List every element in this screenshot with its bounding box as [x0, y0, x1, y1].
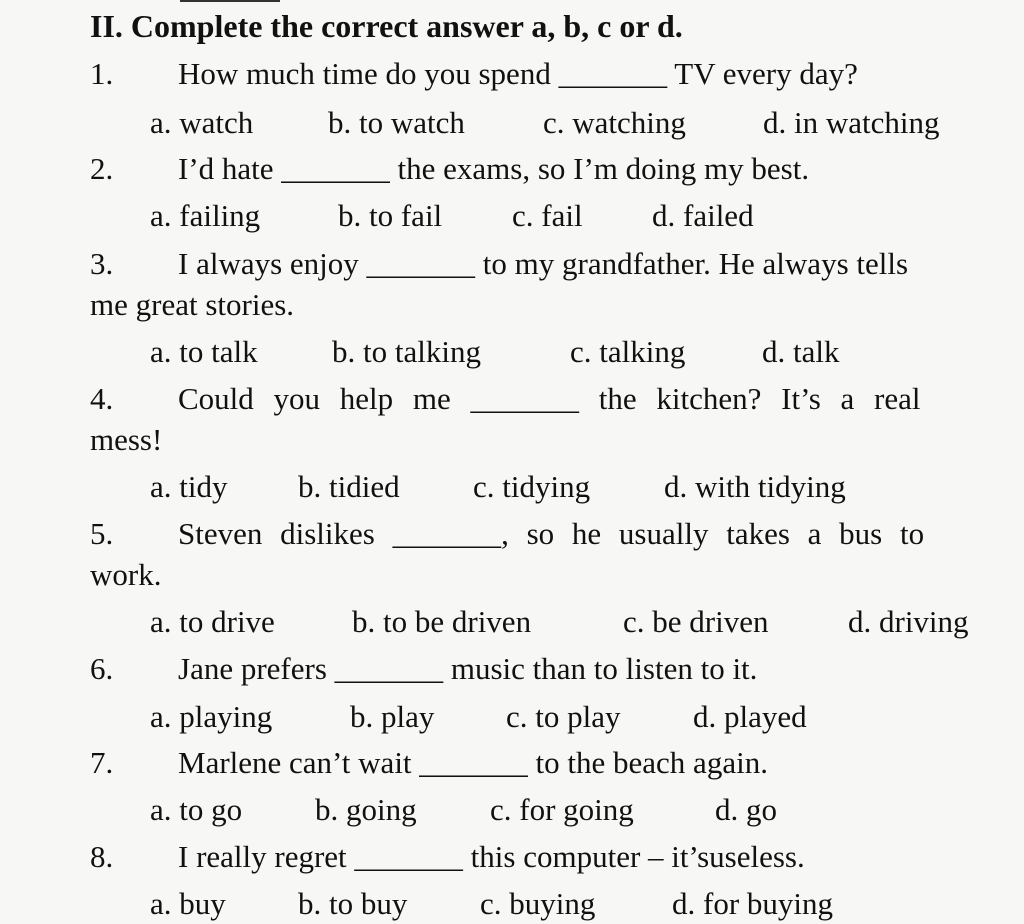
- question-number: 5.: [90, 516, 114, 551]
- question-number: 2.: [90, 151, 114, 186]
- question-number: 6.: [90, 651, 114, 686]
- option-b: b. going: [315, 792, 417, 827]
- option-c: c. tidying: [473, 469, 591, 504]
- question-1: [90, 54, 1024, 94]
- option-a: a. to go: [150, 792, 243, 827]
- option-a: a. failing: [150, 198, 261, 233]
- option-d: d. failed: [652, 198, 754, 233]
- top-rule: [180, 0, 280, 2]
- question-number: 3.: [90, 246, 114, 281]
- option-a: a. to drive: [150, 604, 275, 639]
- option-d: d. go: [715, 792, 777, 827]
- question-continuation: work.: [90, 557, 162, 592]
- question-text: I really regret _______ this computer – it’suseless.: [178, 839, 805, 874]
- option-d: d. with tidying: [664, 469, 846, 504]
- option-a: a. to talk: [150, 334, 258, 369]
- section-heading: II. Complete the correct answer a, b, c or d.: [90, 8, 683, 44]
- option-b: b. to watch: [328, 105, 465, 140]
- question-number: 8.: [90, 839, 114, 874]
- option-c: c. to play: [506, 699, 621, 734]
- question-text: Jane prefers _______ music than to listen to it.: [178, 651, 758, 686]
- option-d: d. talk: [762, 334, 840, 369]
- option-d: d. for buying: [672, 886, 834, 921]
- option-a: a. playing: [150, 699, 273, 734]
- question-number: 7.: [90, 745, 114, 780]
- question-text: How much time do you spend _______ TV every day?: [178, 56, 858, 91]
- option-c: c. buying: [480, 886, 596, 921]
- option-d: d. in watching: [763, 105, 940, 140]
- option-a: a. watch: [150, 105, 254, 140]
- option-b: b. tidied: [298, 469, 400, 504]
- option-d: d. played: [693, 699, 807, 734]
- question-5: [90, 514, 1024, 554]
- question-text: Marlene can’t wait _______ to the beach again.: [178, 745, 768, 780]
- option-a: a. buy: [150, 886, 226, 921]
- question-text: I always enjoy _______ to my grandfather. He always tells: [178, 246, 909, 281]
- option-b: b. to talking: [332, 334, 481, 369]
- question-number: 1.: [90, 56, 114, 91]
- option-b: b. to buy: [298, 886, 408, 921]
- option-c: c. fail: [512, 198, 583, 233]
- option-b: b. to fail: [338, 198, 443, 233]
- question-text: I’d hate _______ the exams, so I’m doing my best.: [178, 151, 810, 186]
- question-continuation: me great stories.: [90, 287, 295, 322]
- option-c: c. be driven: [623, 604, 769, 639]
- question-number: 4.: [90, 381, 114, 416]
- question-4: [90, 379, 1024, 419]
- option-c: c. talking: [570, 334, 686, 369]
- option-c: c. for going: [490, 792, 634, 827]
- question-8: [90, 837, 1024, 877]
- question-6: [90, 649, 1024, 689]
- option-a: a. tidy: [150, 469, 228, 504]
- question-text: Steven dislikes _______, so he usually takes a bus to: [178, 516, 925, 551]
- option-c: c. watching: [543, 105, 686, 140]
- question-7: [90, 743, 1024, 783]
- option-d: d. driving: [848, 604, 969, 639]
- question-text: Could you help me _______ the kitchen? It’s a real: [178, 381, 921, 416]
- question-2: [90, 149, 1024, 189]
- question-3: [90, 244, 1024, 284]
- question-continuation: mess!: [90, 422, 163, 457]
- option-b: b. to be driven: [352, 604, 532, 639]
- option-b: b. play: [350, 699, 435, 734]
